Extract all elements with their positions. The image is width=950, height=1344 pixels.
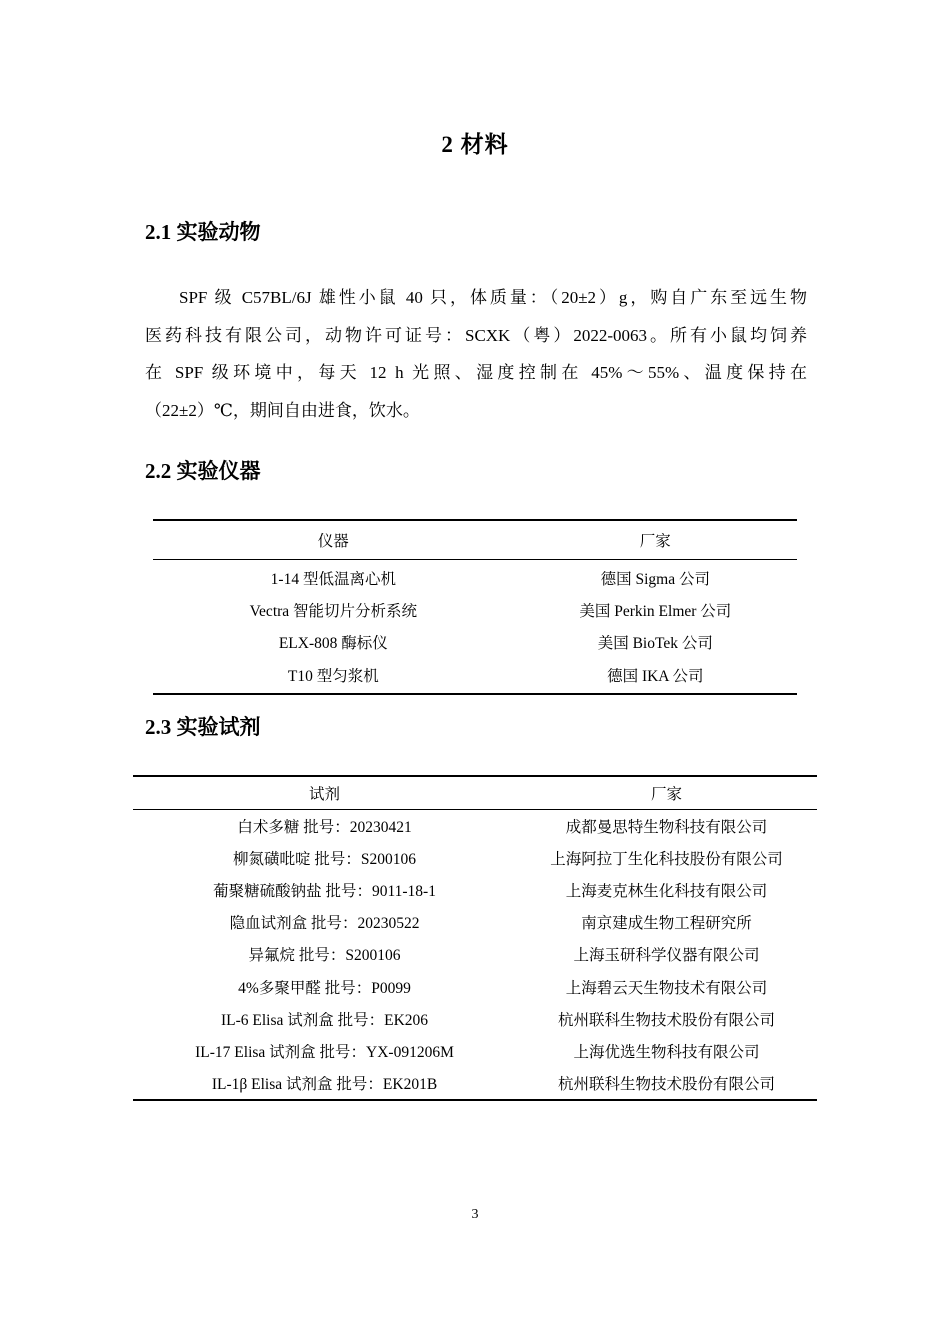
table-row	[133, 1067, 817, 1100]
reagent-manufacturer: 成都曼思特生物科技有限公司	[565, 819, 768, 837]
reagent-name: 异氟烷 批号：S200106	[248, 947, 401, 965]
reagent-manufacturer: 南京建成生物工程研究所	[581, 915, 752, 933]
table-row	[133, 874, 817, 906]
table-row	[133, 970, 817, 1002]
table-row	[153, 659, 797, 694]
table-row	[133, 938, 817, 970]
reagents-table	[133, 775, 817, 1101]
instrument-manufacturer: 美国 Perkin Elmer 公司	[579, 603, 732, 621]
reagent-name: 白术多糖 批号：20230421	[237, 819, 412, 837]
table-row	[153, 594, 797, 626]
reagent-manufacturer: 上海阿拉丁生化科技股份有限公司	[550, 851, 783, 869]
section-title-instruments: 2.2 实验仪器	[145, 459, 261, 483]
reagent-manufacturer: 上海优选生物科技有限公司	[573, 1043, 760, 1061]
reagent-manufacturer: 杭州联科生物技术股份有限公司	[558, 1011, 776, 1029]
reagent-manufacturer: 上海碧云天生物技术有限公司	[565, 979, 768, 997]
section-title-reagents: 2.3 实验试剂	[145, 715, 261, 739]
reagent-name: 柳氮磺吡啶 批号：S200106	[233, 851, 417, 869]
reagent-name: IL-1β Elisa 试剂盒 批号：EK201B	[211, 1075, 438, 1093]
reagent-name: 葡聚糖硫酸钠盐 批号：9011-18-1	[213, 883, 436, 901]
paragraph-line: 医药科技有限公司，动物许可证号：SCXK（粤）2022-0063。所有小鼠均饲养	[145, 325, 807, 345]
column-header-manufacturer: 厂家	[639, 533, 671, 550]
reagent-name: IL-17 Elisa 试剂盒 批号：YX-091206M	[195, 1043, 454, 1061]
instrument-manufacturer: 德国 Sigma 公司	[600, 571, 710, 589]
reagent-name: 隐血试剂盒 批号：20230522	[229, 915, 420, 933]
instruments-table	[153, 519, 797, 695]
table-row	[133, 1003, 817, 1035]
animals-paragraph	[145, 279, 807, 429]
paragraph-line: （22±2）℃，期间自由进食，饮水。	[145, 400, 420, 420]
table-header-row	[133, 776, 817, 810]
reagent-name: IL-6 Elisa 试剂盒 批号：EK206	[220, 1011, 429, 1029]
reagent-name: 4%多聚甲醛 批号：P0099	[238, 979, 411, 997]
table-row	[133, 1035, 817, 1067]
instrument-name: T10 型匀浆机	[287, 667, 379, 685]
chapter-title: 2 材料	[441, 132, 509, 157]
column-header-manufacturer: 厂家	[651, 786, 683, 803]
table-row	[133, 810, 817, 843]
instrument-name: Vectra 智能切片分析系统	[249, 603, 418, 621]
instrument-name: 1-14 型低温离心机	[270, 571, 396, 589]
table-row	[153, 560, 797, 595]
table-row	[133, 906, 817, 938]
instrument-name: ELX-808 酶标仪	[278, 635, 388, 653]
table-row	[133, 842, 817, 874]
reagent-manufacturer: 上海麦克林生化科技有限公司	[565, 883, 768, 901]
paragraph-line: SPF 级 C57BL/6J 雄性小鼠 40 只，体质量：（20±2）g，购自广东至远生物	[179, 288, 807, 307]
instrument-manufacturer: 美国 BioTek 公司	[597, 635, 713, 653]
instrument-manufacturer: 德国 IKA 公司	[607, 667, 704, 685]
column-header-reagent: 试剂	[309, 786, 341, 803]
reagent-manufacturer: 上海玉研科学仪器有限公司	[573, 947, 760, 965]
reagent-manufacturer: 杭州联科生物技术股份有限公司	[558, 1075, 776, 1093]
paragraph-line: 在 SPF 级环境中，每天 12 h 光照、湿度控制在 45%～55%、温度保持在	[145, 363, 807, 382]
column-header-instrument: 仪器	[317, 533, 349, 550]
table-header-row	[153, 520, 797, 560]
section-title-animals: 2.1 实验动物	[145, 220, 261, 244]
page-number: 3	[471, 1207, 479, 1222]
table-row	[153, 626, 797, 658]
